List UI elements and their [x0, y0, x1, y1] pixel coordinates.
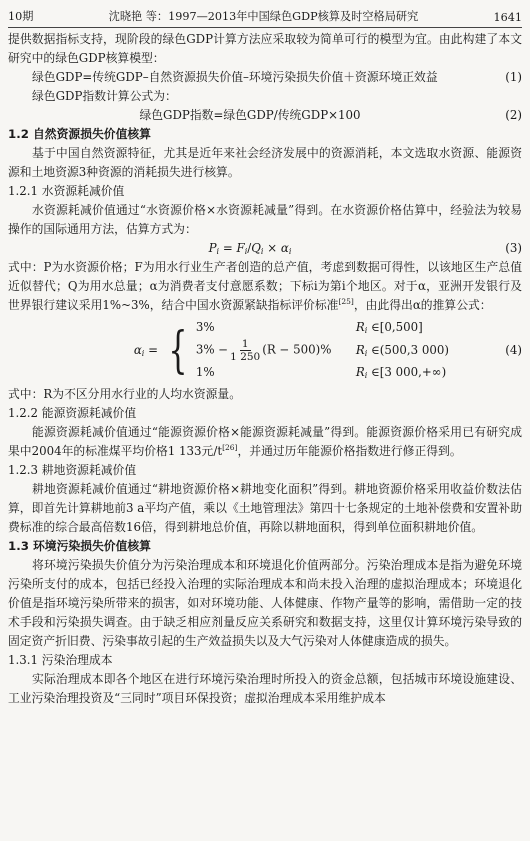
paragraph-2-end: ，由此得出α的推算公式： — [353, 298, 492, 312]
section-1-2-2-heading: 1.2.2 能源资源耗减价值 — [8, 406, 137, 420]
case-row — [196, 338, 496, 362]
issue-number: 10期 — [8, 10, 34, 23]
case-value: 3% — [195, 320, 215, 334]
equation-2-text: 绿色GDP指数=绿色GDP/传统GDP×100 — [139, 108, 361, 122]
reference-25: [25] — [338, 297, 354, 307]
equation-1-number: (1) — [505, 70, 522, 84]
section-1-3-1-heading: 1.3.1 污染治理成本 — [8, 653, 113, 667]
case-value-post: (R − 500)% — [262, 342, 332, 356]
section-1-2-1-paragraph-3: 式中：R为不区分用水行业的人均水资源量。 — [8, 387, 242, 401]
equation-4-number: (4) — [505, 342, 522, 357]
fraction — [230, 338, 260, 363]
article-body — [8, 30, 522, 708]
case-condition: $R_i$ ∈[0,500] — [355, 320, 423, 335]
equation-2-intro: 绿色GDP指数计算公式为： — [32, 89, 177, 103]
section-1-2-2-paragraph — [8, 423, 522, 461]
equation-4-lhs: $\alpha_i$ = — [133, 342, 158, 358]
reference-26: [26] — [222, 443, 238, 453]
alpha-symbol: α — [133, 342, 142, 357]
section-1-3-heading: 1.3 环境污染损失价值核算 — [8, 539, 151, 553]
intro-paragraph: 提供数据指标支持，现阶段的绿色GDP计算方法应采取较为简单可行的模型为宜。由此构建了本文研究中的绿色GDP核算模型： — [8, 32, 522, 65]
case-condition: $R_i$ ∈(500,3 000) — [355, 342, 449, 358]
case-row — [196, 362, 496, 383]
equation-3-formula: $P_i = F_i/Q_i \times \alpha_i$ — [208, 241, 292, 256]
section-1-2-1-paragraph-2 — [8, 258, 522, 315]
case-value-pre: 3% − — [195, 342, 229, 356]
section-1-3-1-paragraph: 实际治理成本即各个地区在进行环境污染治理时所投入的资金总额，包括城市环境设施建设、工业污染治理投资及“三同时”项目环保投资；虚拟治理成本采用维护成本 — [8, 672, 522, 705]
section-1-3-paragraph: 将环境污染损失价值分为污染治理成本和环境退化价值两部分。污染治理成本是指为避免环境污染所支付的成本，包括已经投入治理的实际治理成本和尚未投入治理的虚拟治理成本；环境退化价值是指环境污染所带来的损害，如对环境功能、人体健康、作物产量等的影响，需借助一定的技术手段和污染损失调查。由于缺乏相应剂量反应关系研究和数据支持，这里仅计算环境污染导致的固定资产折旧费、污染事故引起的生产效益损失以及大气污染对人体健康造成的损失。 — [8, 558, 522, 648]
case-value: 1% — [195, 365, 215, 379]
left-brace: { — [168, 321, 188, 379]
alpha-subscript: i — [141, 348, 145, 358]
equation-1 — [8, 68, 522, 87]
paragraph-end: ，并通过历年能源价格指数进行修正得到。 — [237, 444, 462, 458]
running-header — [8, 6, 522, 28]
fraction-numerator: 1 — [241, 337, 249, 350]
equation-3-number: (3) — [505, 241, 522, 255]
page-number: 1641 — [493, 11, 522, 24]
case-condition-text: ∈(500,3 000) — [371, 342, 449, 357]
section-1-2-1-heading: 1.2.1 水资源耗减价值 — [8, 184, 125, 198]
case-condition-text: ∈[0,500] — [371, 320, 423, 334]
case-row — [196, 317, 496, 338]
paragraph-text: 能源资源耗减价值通过“能源资源价格×能源资源耗减量”得到。能源资源价格采用已有研究成果中2004年的标准煤平均价格1 133元/t — [8, 425, 522, 458]
paragraph-2-text: 式中：P为水资源价格；F为用水行业生产者创造的总产值，考虑到数据可得性，以该地区生产总值近似替代；Q为用水总量；α为消费者支付意愿系数；下标i为第i个地区。对于α，亚洲开发银行及世界银行建议采用1%~3%，结合中国水资源紧缺指标评价标准 — [8, 260, 522, 312]
section-1-2-paragraph: 基于中国自然资源特征，尤其是近年来社会经济发展中的资源消耗，本文选取水资源、能源资源和土地资源3种资源的消耗损失进行核算。 — [8, 146, 522, 179]
case-condition-text: ∈[3 000,+∞) — [371, 365, 447, 379]
equation-3 — [8, 239, 522, 258]
equation-2 — [8, 106, 522, 125]
section-1-2-3-heading: 1.2.3 耕地资源耗减价值 — [8, 463, 137, 477]
section-1-2-3-paragraph: 耕地资源耗减价值通过“耕地资源价格×耕地变化面积”得到。耕地资源价格采用收益价数法估算，即首先计算耕地前3 a平均产值，乘以《土地管理法》第四十七条规定的土地补偿费和安置补助费标准的综合最高倍数16倍，得到耕地总价值，再除以耕地面积，得到单位面积耕地价值。 — [8, 482, 522, 534]
fraction-denominator: 1 250 — [230, 350, 261, 363]
section-1-2-heading: 1.2 自然资源损失价值核算 — [8, 127, 151, 141]
equation-1-text: 绿色GDP=传统GDP–自然资源损失价值–环境污染损失价值＋资源环境正效益 — [32, 70, 438, 84]
equation-4 — [8, 317, 522, 383]
case-condition: $R_i$ ∈[3 000,+∞) — [355, 365, 447, 380]
equation-4-cases — [196, 317, 496, 383]
equation-2-number: (2) — [505, 108, 522, 122]
case-value — [196, 338, 356, 363]
section-1-2-1-paragraph-1: 水资源耗减价值通过“水资源价格×水资源耗减量”得到。在水资源价格估算中，经验法为较易操作的国际通用方法，估算方式为： — [8, 203, 522, 236]
running-title: 沈晓艳 等：1997—2013年中国绿色GDP核算及时空格局研究 — [108, 10, 419, 23]
